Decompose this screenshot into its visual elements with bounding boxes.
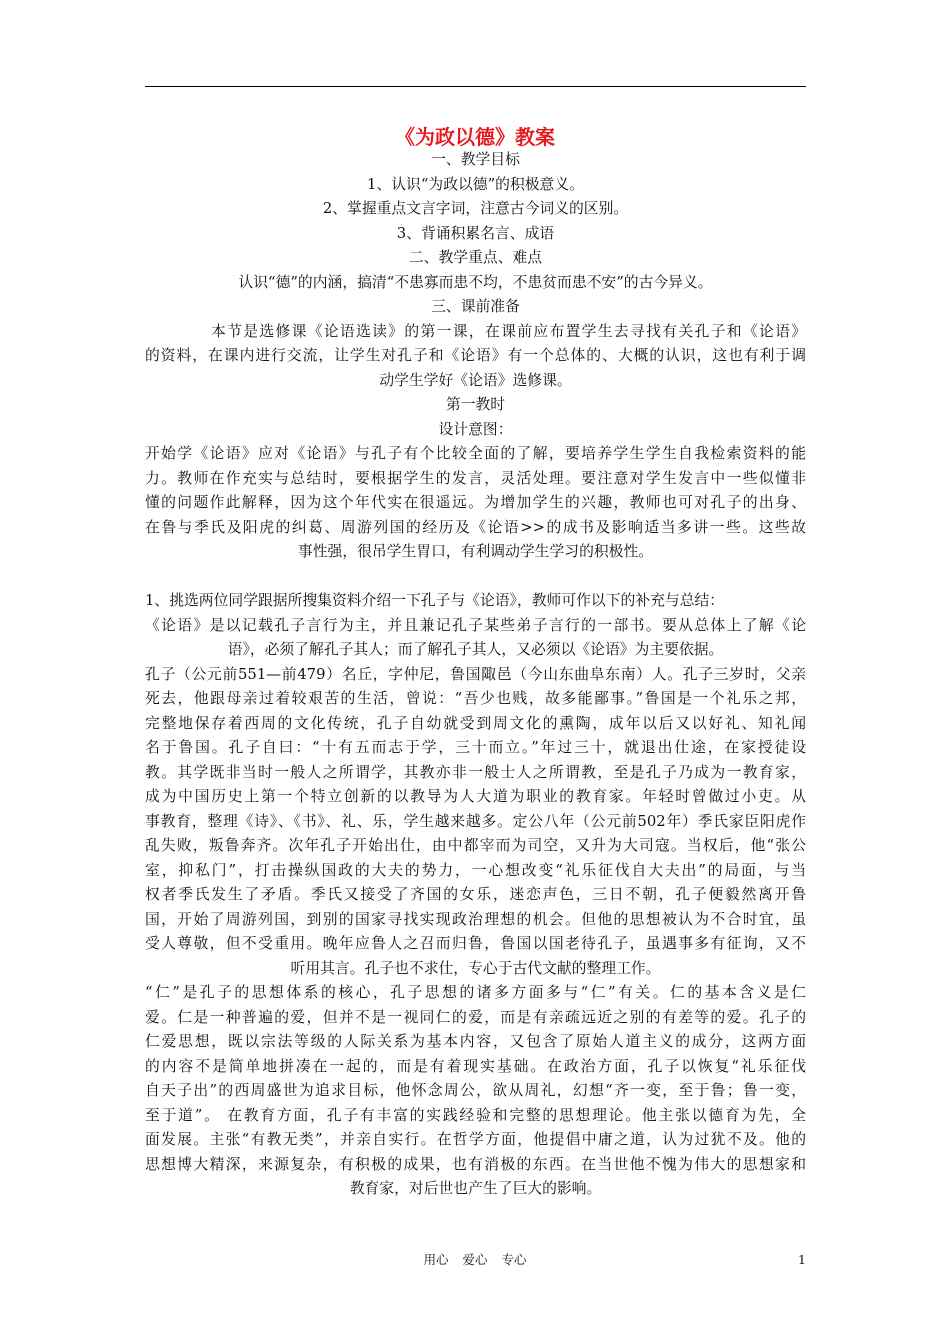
text-line: 三、课前准备 <box>431 298 520 315</box>
text-line: 开始学《论语》应对《论语》与孔子有个比较全面的了解，要培养学生学生自我检索资料的能 <box>145 445 806 462</box>
text-line: 自天子出”的西周盛世为追求目标，他怀念周公，欲从周礼，幻想“齐一变，至于鲁；鲁一变， <box>145 1082 806 1099</box>
text-line: 《论语》是以记载孔子言行为主，并且兼记孔子某些弟子言行的一部书。要从总体上了解《论 <box>145 616 806 634</box>
text-line: 权者季氏发生了矛盾。季氏又接受了齐国的女乐，迷恋声色，三日不朝，孔子便毅然离开鲁 <box>145 886 806 903</box>
text-line: 懂的问题作此解释，因为这个年代实在很遥远。为增加学生的兴趣，教师也可对孔子的出身、 <box>145 494 806 511</box>
text-line: 1、认识“为政以德”的积极意义。 <box>367 175 584 193</box>
text-line: 在鲁与季氏及阳虎的纠葛、周游列国的经历及《论语>>的成书及影响适当多讲一些。这些故 <box>145 518 806 536</box>
text-line: 的资料，在课内进行交流，让学生对孔子和《论语》有一个总体的、大概的认识，这也有利于调 <box>145 347 806 364</box>
text-line: 死去，他跟母亲过着较艰苦的生活，曾说：“吾少也贱，故多能鄙事。”鲁国是一个礼乐之邦， <box>145 690 806 707</box>
page-number: 1 <box>798 1252 806 1267</box>
text-line: 力。教师在作充实与总结时，要根据学生的发言，灵活处理。要注意对学生发言中一些似懂非 <box>145 469 806 487</box>
text-line: 设计意图： <box>438 420 513 438</box>
text-line: 2、掌握重点文言字词，注意古今词义的区别。 <box>322 200 629 217</box>
text-line: 3、背诵积累名言、成语 <box>396 224 555 242</box>
text-line: 听用其言。孔子也不求仕，专心于古代文献的整理工作。 <box>290 959 661 977</box>
text-line: 第一教时 <box>445 396 506 413</box>
text-line: 1、挑选两位同学跟据所搜集资料介绍一下孔子与《论语》，教师可作以下的补充与总结： <box>145 592 725 609</box>
text-line: 教。其学既非当时一般人之所谓学，其教亦非一般士人之所谓教，至是孔子乃成为一教育家， <box>145 763 806 781</box>
document-title: 《为政以德》教案 <box>395 125 555 149</box>
text-line: 二、教学重点、难点 <box>408 249 543 266</box>
text-line: 语》，必须了解孔子其人；而了解孔子其人，又必须以《论语》为主要依据。 <box>227 641 724 658</box>
text-line: 认识“德”的内涵，搞清“不患寡而患不均，不患贫而患不安”的古今异义。 <box>238 273 713 291</box>
text-line: 思想博大精深，来源复杂，有积极的成果，也有消极的东西。在当世他不愧为伟大的思想家和 <box>145 1155 806 1173</box>
text-line: 成为中国历史上第一个特立创新的以教导为人大道为职业的教育家。年轻时曾做过小吏。从 <box>145 788 806 805</box>
text-line: 名于鲁国。孔子自曰：“十有五而志于学，三十而立。”年过三十，就退出仕途，在家授徒设 <box>145 739 806 756</box>
text-line: 乱失败，叛鲁奔齐。次年孔子开始出仕，由中都宰而为司空，又升为大司寇。当权后，他“张公 <box>145 837 806 854</box>
page-footer: 用心 爱心 专心 <box>423 1252 527 1267</box>
text-line: 事教育，整理《诗》、《书》、礼、乐，学生越来越多。定公八年（公元前502年）季氏家臣阳虎作 <box>145 812 806 830</box>
text-line: 爱。仁是一种普遍的爱，但并不是一视同仁的爱，而是有亲疏远近之别的有差等的爱。孔子的 <box>145 1008 806 1026</box>
text-line: 完整地保存着西周的文化传统，孔子自幼就受到周文化的熏陶，成年以后又以好礼、知礼闻 <box>145 714 806 732</box>
text-line: 国，开始了周游列国，到别的国家寻找实现政治理想的机会。但他的思想被认为不合时宜，虽 <box>145 910 806 928</box>
text-line: 的内容不是简单地拼凑在一起的，而是有着现实基础。在政治方面，孔子以恢复“礼乐征伐 <box>145 1057 806 1075</box>
text-line: 动学生学好《论语》选修课。 <box>379 371 572 389</box>
text-line: 一、教学目标 <box>431 151 520 168</box>
text-line: 教育家，对后世也产生了巨大的影响。 <box>349 1180 602 1197</box>
text-line: “仁”是孔子的思想体系的核心，孔子思想的诸多方面多与“仁”有关。仁的基本含义是仁 <box>145 984 806 1001</box>
text-line: 事性强，很吊学生胃口，有利调动学生学习的积极性。 <box>297 543 654 560</box>
text-line: 室，抑私门”，打击操纵国政的大夫的势力，一心想改变“礼乐征伐自大夫出”的局面，与当 <box>145 861 806 879</box>
text-line: 面发展。主张“有教无类”，并亲自实行。在哲学方面，他提倡中庸之道，认为过犹不及。他的 <box>145 1131 806 1148</box>
text-line: 受人尊敬，但不受重用。晚年应鲁人之召而归鲁，鲁国以国老待孔子，虽遇事多有征询，又不 <box>145 935 806 952</box>
text-line: 本节是选修课《论语选读》的第一课，在课前应布置学生去寻找有关孔子和《论语》 <box>211 322 806 340</box>
text-line: 孔子（公元前551—前479）名丘，字仲尼，鲁国陬邑（今山东曲阜东南）人。孔子三岁时，父亲 <box>145 665 806 683</box>
text-line: 至于道”。 在教育方面，孔子有丰富的实践经验和完整的思想理论。他主张以德育为先，全 <box>145 1106 806 1124</box>
header-rule <box>145 86 806 87</box>
text-line: 仁爱思想，既以宗法等级的人际关系为基本内容，又包含了原始人道主义的成分，这两方面 <box>145 1033 806 1050</box>
